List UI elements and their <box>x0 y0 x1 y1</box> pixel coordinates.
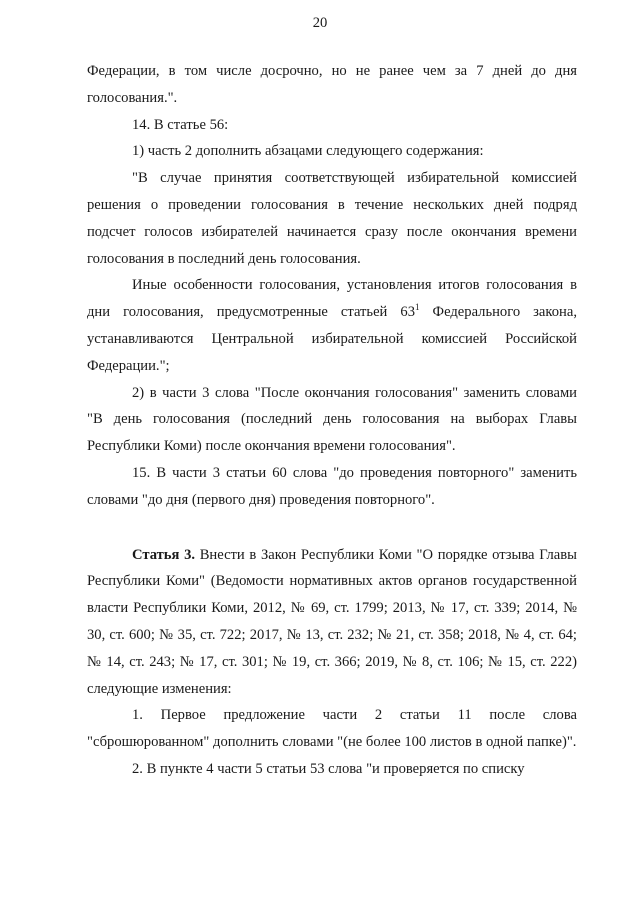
superscript-1: 1 <box>415 302 420 313</box>
paragraph-quote-2 <box>87 272 577 379</box>
paragraph-article-3 <box>87 542 577 703</box>
article-3-text: Внести в Закон Республики Коми "О порядке отзыва Главы Республики Коми" (Ведомости нормативных актов органов государственной власти Республики Коми, 2012, № 69, ст. 1799; 2013, № 17, ст. 339; 2014, № 30, ст. 600; № 35, ст. 722; 2017, № 13, ст. 232; № 21, ст. 358; 2018, № 4, ст. 64; № 14, ст. 243; № 17, ст. 301; № 19, ст. 366; 2019, № 8, ст. 106; № 15, ст. 222) следующие изменения: <box>87 546 577 697</box>
section-gap <box>87 514 577 542</box>
paragraph-article-3-item-2: 2. В пункте 4 части 5 статьи 53 слова "и проверяется по списку <box>132 760 525 777</box>
paragraph-item-15: 15. В части 3 статьи 60 слова "до проведения повторного" заменить словами "до дня (первого дня) проведения повторного". <box>87 464 577 508</box>
paragraph-subitem-2: 2) в части 3 слова "После окончания голосования" заменить словами "В день голосования (последний день голосования на выборах Главы Республики Коми) после окончания времени голосования". <box>87 384 577 455</box>
paragraph-article-3-item-1: 1. Первое предложение части 2 статьи 11 после слова "сброшюрованном" дополнить словами "(не более 100 листов в одной папке)". <box>87 707 577 751</box>
paragraph-quote-1: "В случае принятия соответствующей избирательной комиссией решения о проведении голосования в течение нескольких дней подряд подсчет голосов избирателей начинается сразу после окончания времени голосования в последний день голосования. <box>87 170 577 267</box>
paragraph-quote-2-text-b: Федерального закона, устанавливаются Центральной избирательной комиссией Российской Федерации."; <box>87 304 577 374</box>
paragraph-continuation: Федерации, в том числе досрочно, но не ранее чем за 7 дней до дня голосования.". <box>87 63 577 106</box>
paragraph-subitem-1: 1) часть 2 дополнить абзацами следующего содержания: <box>132 143 484 160</box>
paragraph-item-14: 14. В статье 56: <box>132 116 229 133</box>
paragraph-quote-2-text-a: Иные особенности голосования, установления итогов голосования в дни голосования, предусмотренные статьей 63 <box>87 277 577 321</box>
page-number: 20 <box>312 15 328 31</box>
article-3-heading: Статья 3. <box>132 546 196 563</box>
document-body <box>87 58 577 783</box>
